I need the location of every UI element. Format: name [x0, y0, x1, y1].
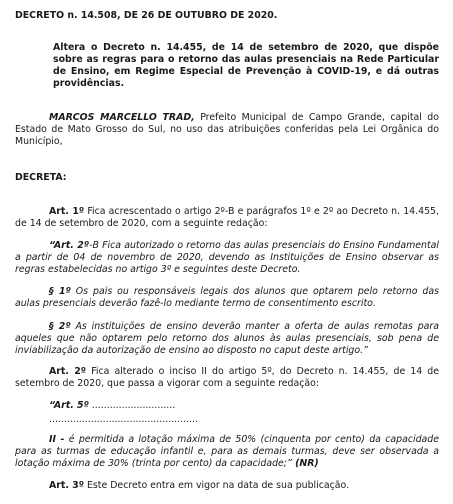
decree-title: DECRETO n. 14.508, DE 26 DE OUTUBRO DE 2020. [15, 10, 278, 21]
article-5-dots: ............................ [88, 400, 176, 411]
inciso-2-text: é permitida a lotação máxima de 50% (cinquenta por cento) da capacidade para as turmas de educação infantil e, para as demais turmas, deve ser observada a lotação máxima de 30% (trinta por cento) da capacidade;” [15, 434, 439, 469]
paragraph-2-text: As instituições de ensino deverão manter a oferta de aulas remotas para aqueles que não optarem pelo retorno dos alunos às aulas presenciais, sob pena de inviabilização da autorização de ensino ao disposto no caput deste artigo.” [15, 321, 440, 356]
paragraph-1-label: § 1º [49, 286, 71, 297]
decree-ementa: Altera o Decreto n. 14.455, de 14 de setembro de 2020, que dispõe sobre as regras para o retorno das aulas presenciais na Rede Particular de Ensino, em Regime Especial de Prevenção à COVID-19, e dá outras providências. [53, 42, 439, 89]
article-2-label: Art. 2º [49, 366, 87, 377]
ellipsis-line: .................................................. [49, 414, 199, 425]
decreta-heading: DECRETA: [15, 172, 67, 183]
preamble-author: MARCOS MARCELLO TRAD, [49, 112, 195, 123]
article-2b [15, 240, 439, 276]
article-2b-text: -B Fica autorizado o retorno das aulas presenciais do Ensino Fundamental a partir de 04 de novembro de 2020, devendo as Instituições de Ensino observar as regras estabelecidas no artigo 3º e seguintes deste Decreto. [15, 240, 439, 275]
paragraph-1-text: Os pais ou responsáveis legais dos alunos que optarem pelo retorno das aulas presenciais deverão fazê-lo mediante termo de consentimento escrito. [15, 286, 440, 309]
inciso-2 [15, 434, 439, 470]
article-1-label: Art. 1º [49, 206, 85, 217]
article-1 [15, 206, 439, 230]
inciso-2-nr: (NR) [291, 458, 319, 469]
article-2 [15, 366, 439, 390]
preamble-text: Prefeito Municipal de Campo Grande, capital do Estado de Mato Grosso do Sul, no uso das atribuições conferidas pela Lei Orgânica do Município, [15, 112, 439, 147]
article-2-text: Fica alterado o inciso II do artigo 5º, do Decreto n. 14.455, de 14 de setembro de 2020, que passa a vigorar com a seguinte redação: [15, 366, 439, 389]
article-5-line [15, 400, 439, 412]
inciso-2-label: II - [49, 434, 65, 445]
paragraph-2 [15, 321, 439, 357]
article-2b-label: “Art. 2º [49, 240, 90, 251]
article-3-text: Este Decreto entra em vigor na data de sua publicação. [84, 480, 350, 491]
article-3 [15, 480, 439, 492]
article-1-text: Fica acrescentado o artigo 2º-B e parágrafos 1º e 2º ao Decreto n. 14.455, de 14 de setembro de 2020, com a seguinte redação: [15, 206, 439, 229]
paragraph-1 [15, 286, 439, 310]
article-5-label: “Art. 5º [49, 400, 89, 411]
paragraph-2-label: § 2º [49, 321, 71, 332]
article-3-label: Art. 3º [49, 480, 84, 491]
preamble-paragraph [15, 112, 439, 148]
